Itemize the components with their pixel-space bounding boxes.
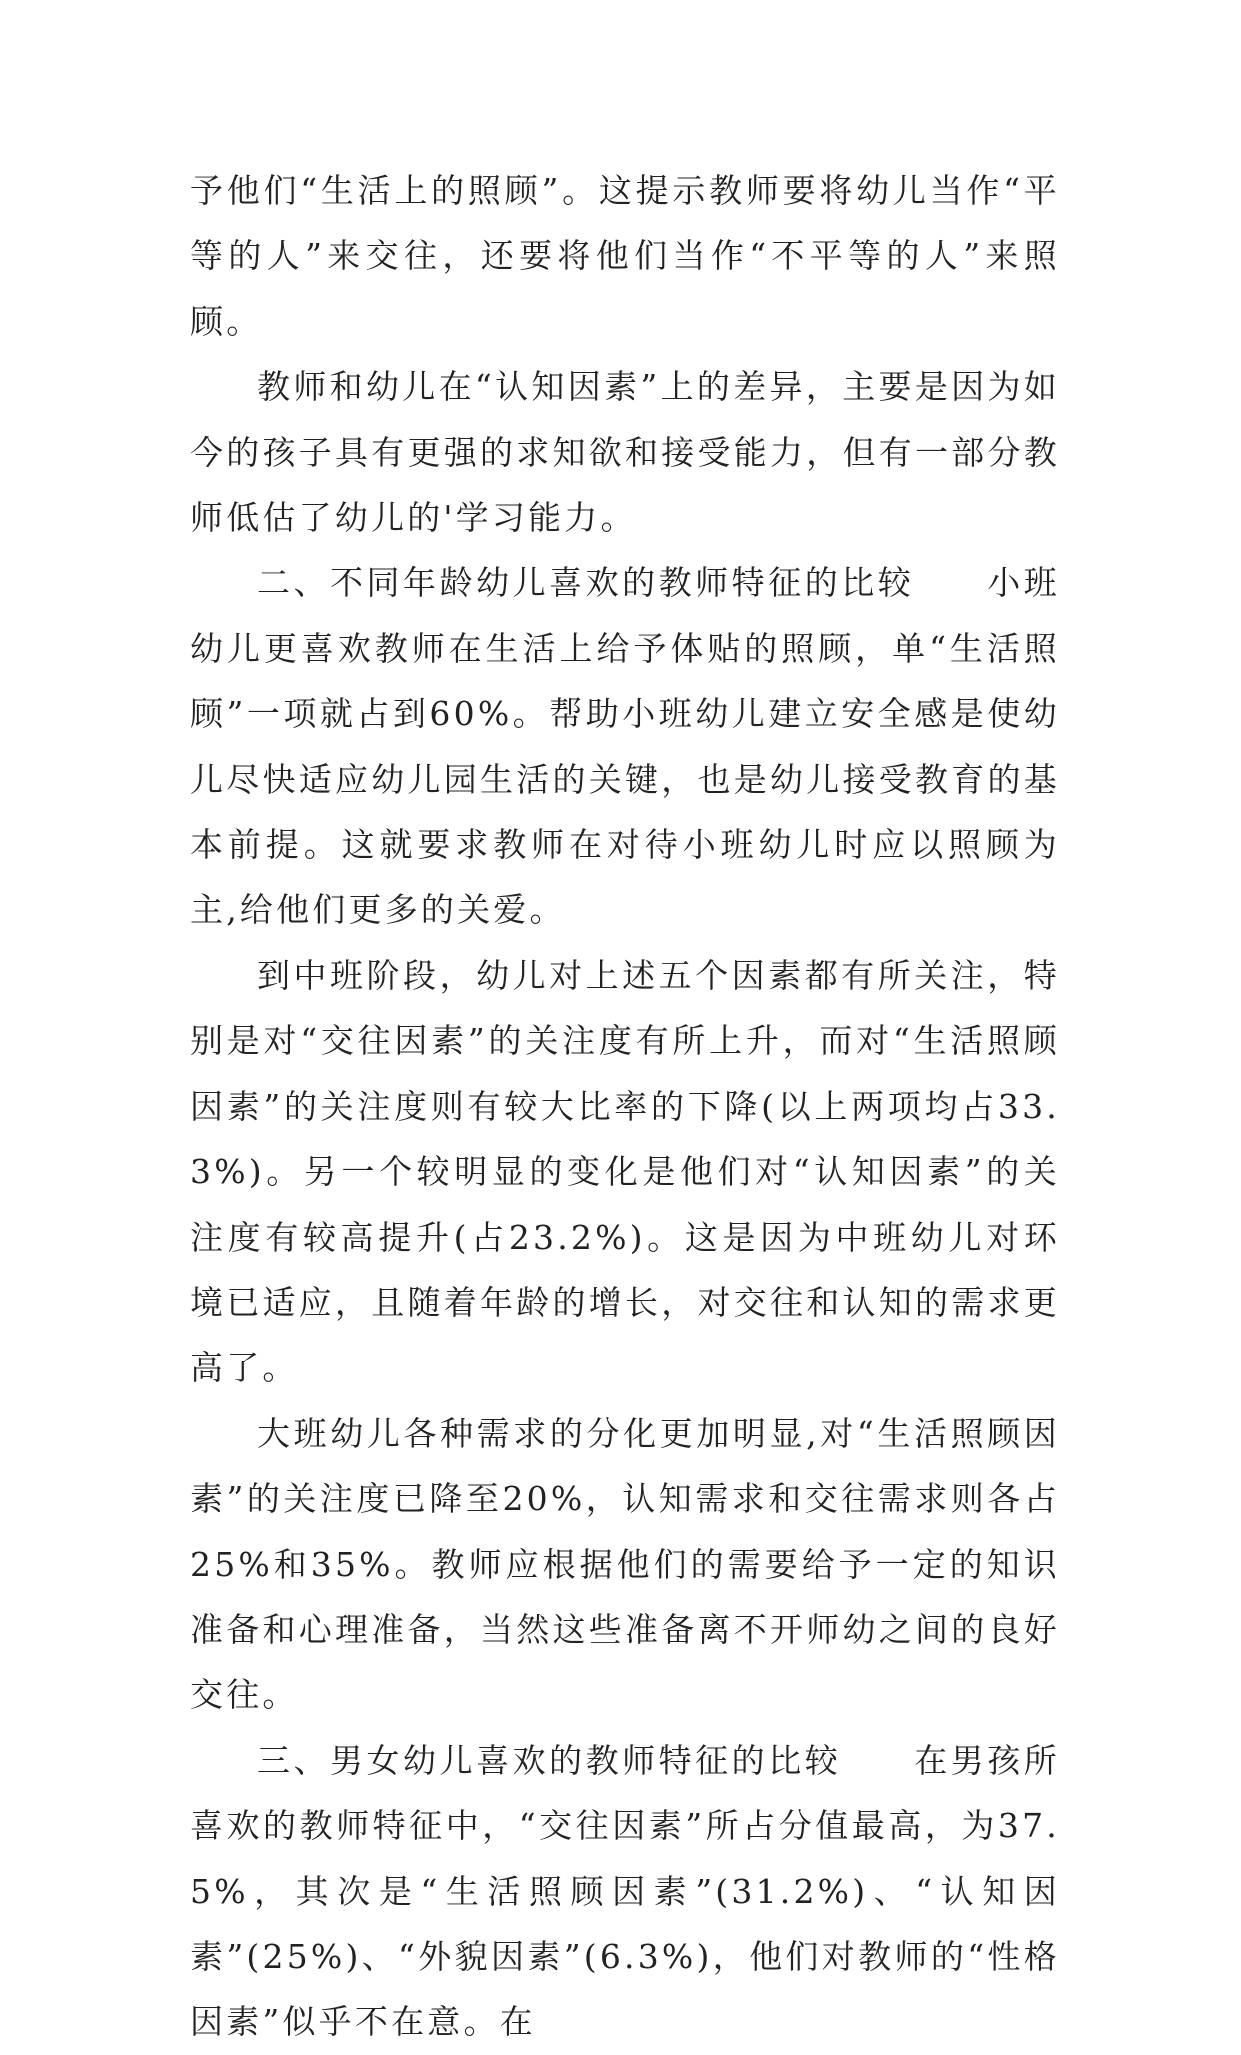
paragraph-2: 教师和幼儿在“认知因素”上的差异，主要是因为如今的孩子具有更强的求知欲和接受能力，但有一部分教师低估了幼儿的'学习能力。 [190,367,1060,538]
paragraph-3: 二、不同年龄幼儿喜欢的教师特征的比较 小班幼儿更喜欢教师在生活上给予体贴的照顾，单“生活照顾”一项就占到60%。帮助小班幼儿建立安全感是使幼儿尽快适应幼儿园生活的关键，也是幼儿接受教育的基本前提。这就要求教师在对待小班幼儿时应以照顾为主,给他们更多的关爱。 [190,563,1060,930]
document-body [190,158,1060,2055]
paragraph-1: 予他们“生活上的照顾”。这提示教师要将幼儿当作“平等的人”来交往，还要将他们当作“不平等的人”来照顾。 [190,171,1060,341]
paragraph-6: 三、男女幼儿喜欢的教师特征的比较 在男孩所喜欢的教师特征中，“交往因素”所占分值最高，为37.5%，其次是“生活照顾因素”(31.2%)、“认知因素”(25%)、“外貌因素”(6.3%)，他们对教师的“性格因素”似乎不在意。在 [190,1740,1060,2042]
paragraph-4: 到中班阶段，幼儿对上述五个因素都有所关注，特别是对“交往因素”的关注度有所上升，而对“生活照顾因素”的关注度则有较大比率的下降(以上两项均占33.3%)。另一个较明显的变化是他们对“认知因素”的关注度有较高提升(占23.2%)。这是因为中班幼儿对环境已适应，且随着年龄的增长，对交往和认知的需求更高了。 [190,955,1060,1388]
paragraph-5: 大班幼儿各种需求的分化更加明显,对“生活照顾因素”的关注度已降至20%，认知需求和交往需求则各占25%和35%。教师应根据他们的需要给予一定的知识准备和心理准备，当然这些准备离不开师幼之间的良好交往。 [190,1413,1060,1715]
